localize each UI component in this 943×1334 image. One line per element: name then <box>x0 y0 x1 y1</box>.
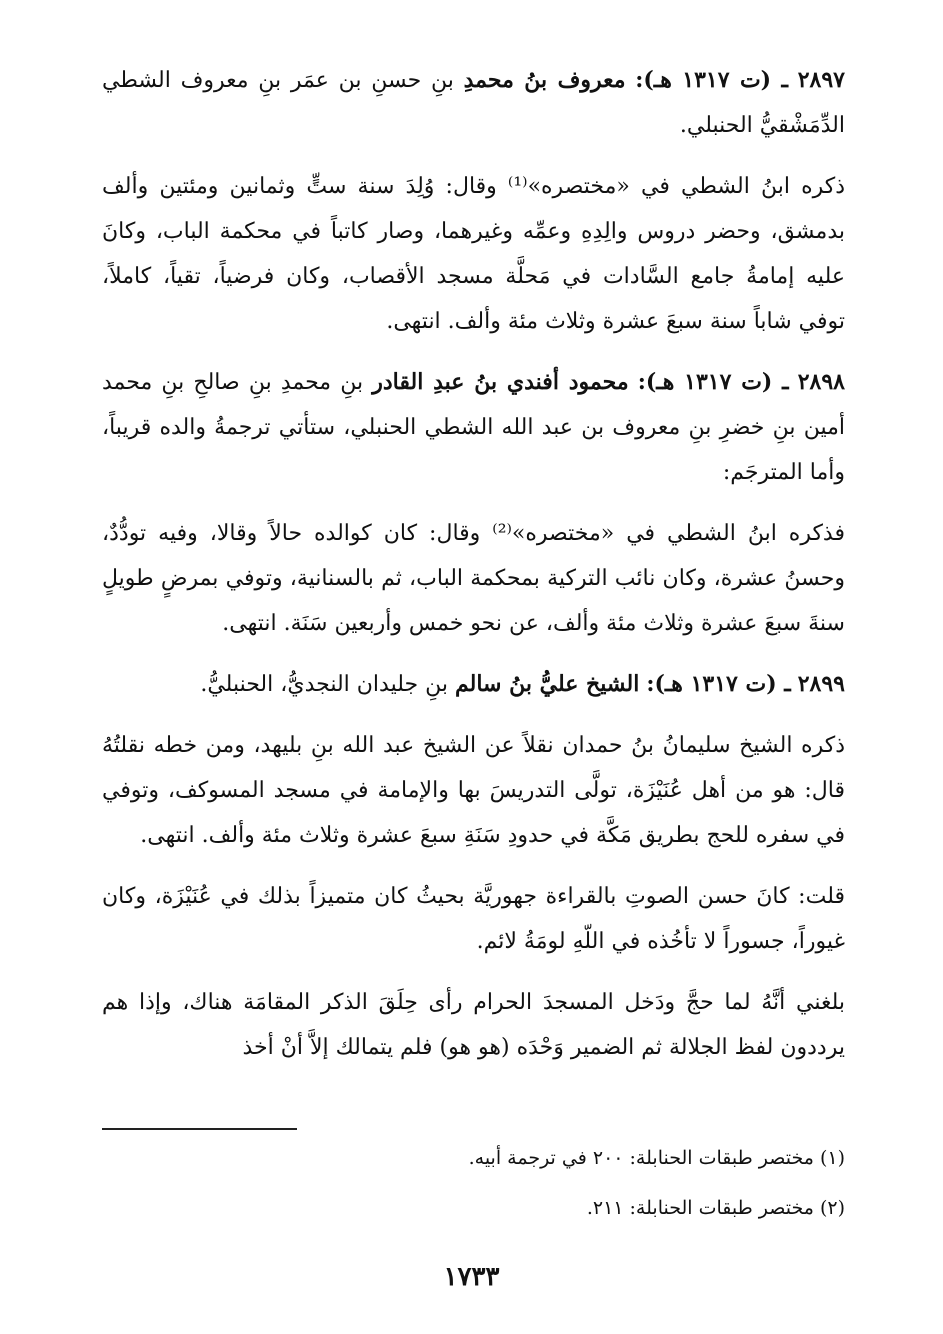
entry-number: ٢٨٩٩ <box>797 671 845 697</box>
person-name: معروف بنُ محمدِ <box>463 67 626 93</box>
footnote-1: (١) مختصر طبقات الحنابلة: ٢٠٠ في ترجمة أبيه. <box>468 1147 845 1169</box>
person-name: الشيخ عليُّ بنُ سالم <box>454 671 640 697</box>
death-year: ـ (ت ١٣١٧ هـ): <box>646 671 791 697</box>
entry-number: ٢٨٩٨ <box>797 369 845 395</box>
entry-heading-2899 <box>102 662 845 707</box>
footnote-2: (٢) مختصر طبقات الحنابلة: ٢١١. <box>586 1197 845 1219</box>
person-name: محمود أفندي بنُ عبدِ القادر <box>372 369 629 395</box>
body-paragraph: قلت: كانَ حسن الصوتِ بالقراءة جهوريَّة بحيثُ كان متميزاً بذلك في عُنَيْزَة، وكان غيوراً، جسوراً لا تأخُذه في اللّهِ لومَةُ لائم. <box>102 884 845 954</box>
lineage-text: بنِ حسنِ بن عمَر بنِ معروف الشطي الدِّمَشْقيُّ الحنبلي. <box>102 68 845 138</box>
footnotes <box>102 1144 845 1222</box>
entry-heading-2897 <box>102 58 845 148</box>
footnote-separator <box>102 1128 297 1130</box>
death-year: ـ (ت ١٣١٧ هـ): <box>637 369 789 395</box>
lineage-text: بنِ جليدان النجديُّ، الحنبليُّ. <box>200 672 448 697</box>
body-paragraph: ذكره ابنُ الشطي في «مختصره»⁽¹⁾ وقال: وُلِدَ سنة ستٍّ وثمانين ومئتين وألف بدمشق، وحضر دروس والِدِهِ وعمِّه وغيرهما، وصار كاتباً في محكمة الباب، وكانَ عليه إمامةُ جامع السَّادات في مَحلَّة مسجد الأقصاب، وكان فرضياً، تقياً، كاملاً، توفي شاباً سنة سبعَ عشرة وثلاث مئة وألف. انتهى. <box>102 174 845 334</box>
entry-number: ٢٨٩٧ <box>797 67 845 93</box>
death-year: ـ (ت ١٣١٧ هـ): <box>635 67 788 93</box>
body-paragraph: بلغني أنَّهُ لما حجَّ ودَخل المسجدَ الحرام رأى حِلَقَ الذكر المقامَة هناك، وإذا هم يرددون لفظ الجلالة ثم الضمير وَحْدَه (هو هو) فلم يتمالك إلاَّ أنْ أخذ <box>102 990 845 1060</box>
page-number: ١٧٣٣ <box>443 1262 500 1292</box>
body-paragraph: فذكره ابنُ الشطي في «مختصره»⁽²⁾ وقال: كان كوالده حالاً وقالا، وفيه تودُّدٌ، وحسنُ عشرة، وكان نائب التركية بمحكمة الباب، ثم بالسنانية، وتوفي بمرضٍ طويلٍ سنةَ سبعَ عشرة وثلاث مئة وألف، عن نحو خمس وأربعين سَنَة. انتهى. <box>102 521 845 636</box>
body-paragraph: ذكره الشيخ سليمانُ بنُ حمدان نقلاً عن الشيخ عبد الله بنِ بليهد، ومن خطه نقلتُهُ قال: هو من أهل عُنَيْزَة، تولَّى التدريسَ بها والإمامة في مسجد المسوكف، وتوفي في سفره للحج بطريق مَكَّة في حدودِ سَنَةِ سبعَ عشرة وثلاث مئة وألف. انتهى. <box>102 733 845 848</box>
lineage-text: بنِ محمدِ بنِ صالحِ بنِ محمد أمين بنِ خضرِ بنِ معروف بن عبد الله الشطي الحنبلي، ستأتي ترجمةُ والده قريباً، وأما المترجَم: <box>102 370 845 485</box>
entry-heading-2898 <box>102 360 845 495</box>
